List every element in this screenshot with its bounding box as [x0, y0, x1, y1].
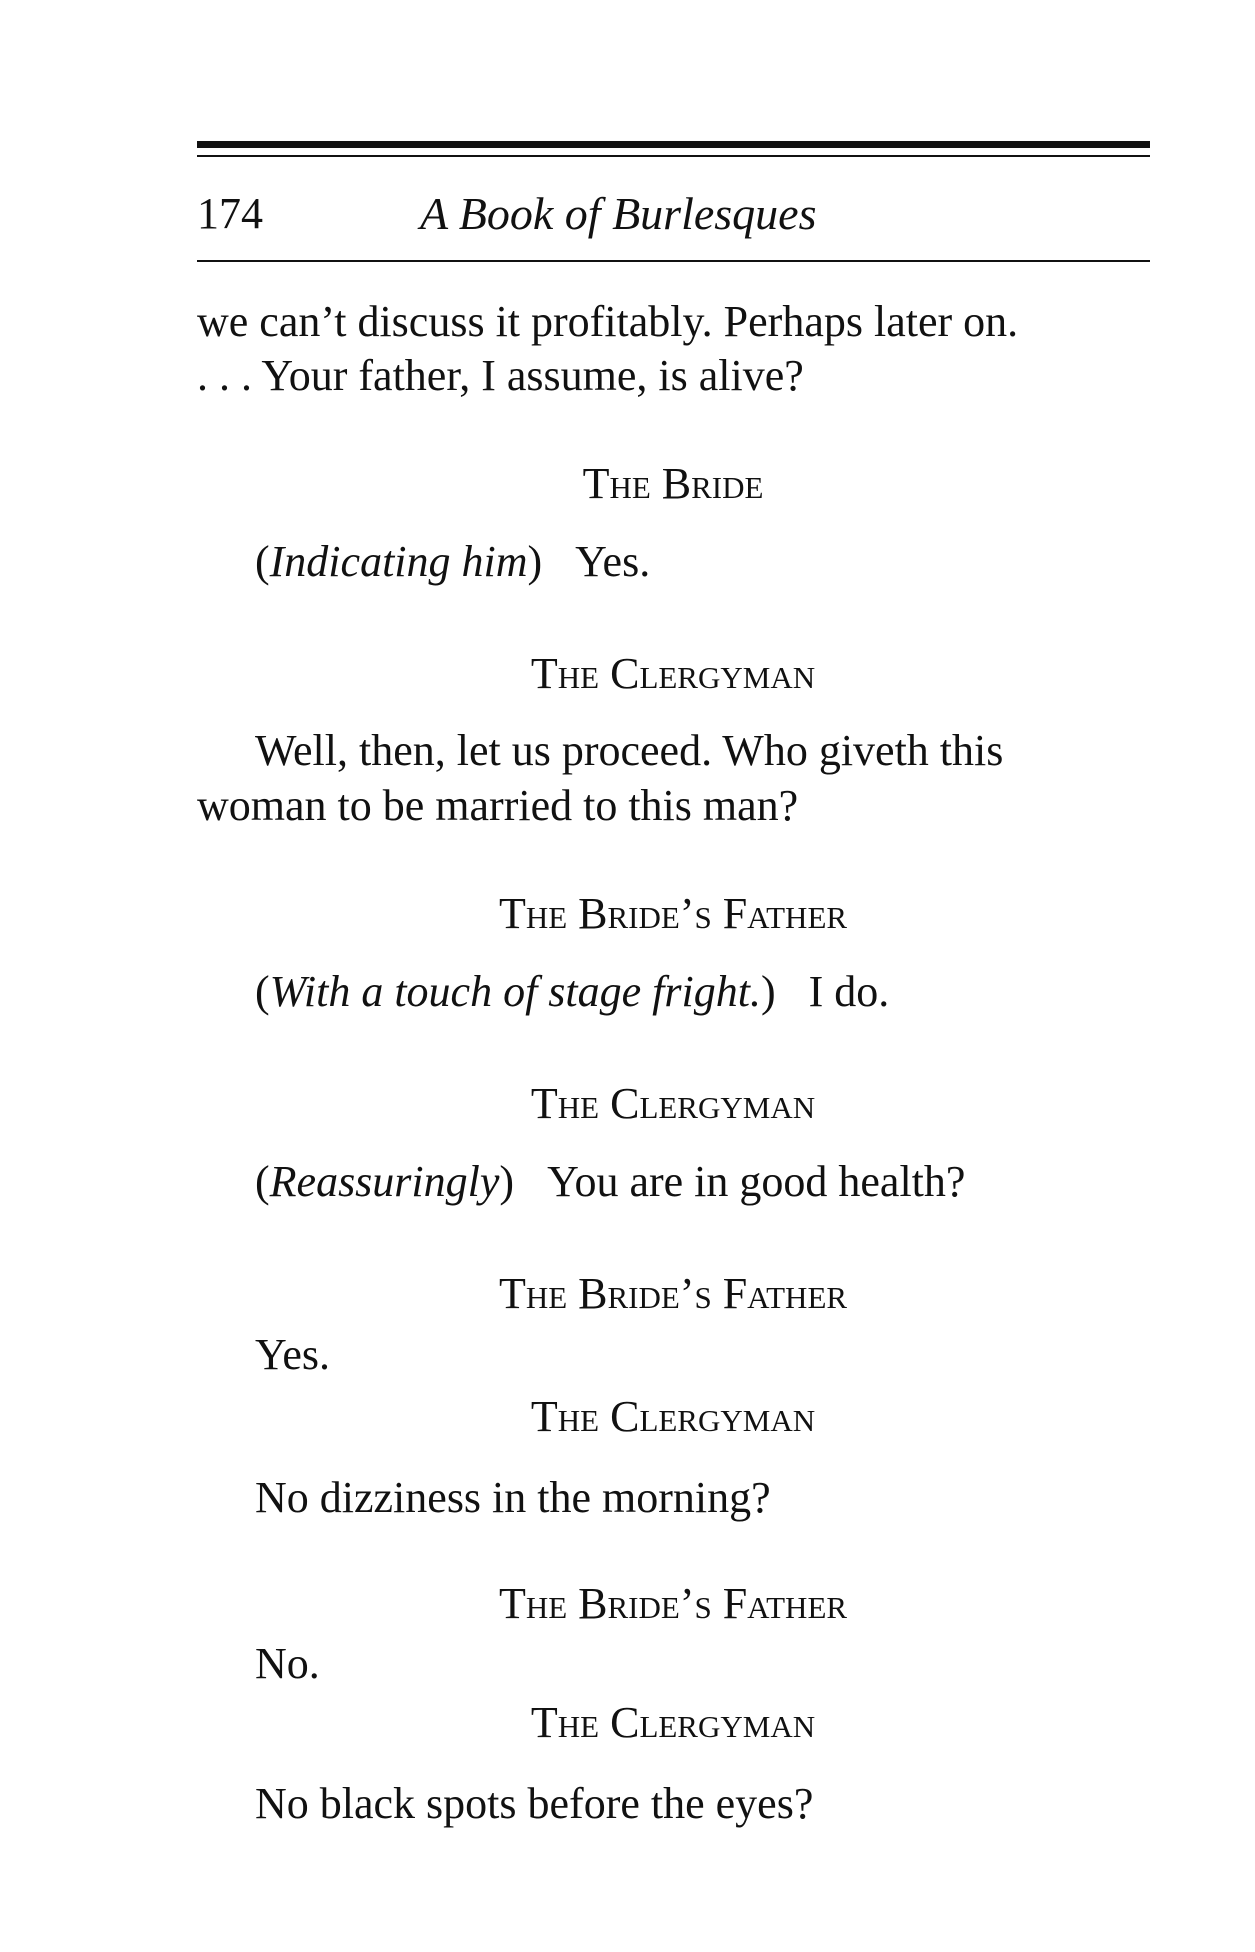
speaker-name: The Clergyman	[530, 1392, 816, 1441]
speech-line: No black spots before the eyes?	[255, 1779, 814, 1828]
speaker-name: The Clergyman	[530, 649, 816, 698]
speaker-name: The Bride’s Father	[498, 1579, 848, 1628]
header-rule-thin	[197, 155, 1150, 157]
running-title: A Book of Burlesques	[420, 188, 817, 239]
speech: You are in good health?	[547, 1157, 966, 1206]
text-line: . . . Your father, I assume, is alive?	[197, 351, 804, 400]
speech-line: No.	[255, 1639, 320, 1688]
stage-direction: With a touch of stage fright.	[269, 967, 761, 1016]
dialogue-line: (Indicating him) Yes.	[255, 537, 651, 586]
speech: Yes.	[575, 537, 651, 586]
dialogue-line: (With a touch of stage fright.) I do.	[255, 967, 890, 1016]
speaker-name: The Clergyman	[530, 1698, 816, 1747]
speech: I do.	[808, 967, 890, 1016]
speaker-name: The Bride’s Father	[498, 1269, 848, 1318]
dialogue-line: (Reassuringly) You are in good health?	[255, 1157, 966, 1206]
stage-direction: Reassuringly	[269, 1157, 500, 1206]
speech-line: woman to be married to this man?	[197, 781, 799, 830]
header-rule-thick	[197, 141, 1150, 148]
stage-direction: Indicating him	[269, 537, 528, 586]
speech-line: Well, then, let us proceed. Who giveth this	[255, 726, 1004, 775]
speech-line: Yes.	[255, 1330, 331, 1379]
speaker-name: The Bride	[582, 459, 764, 508]
speaker-name: The Clergyman	[530, 1079, 816, 1128]
header-rule-bottom	[197, 260, 1150, 262]
speaker-name: The Bride’s Father	[498, 889, 848, 938]
page-number: 174	[197, 189, 263, 238]
speech-line: No dizziness in the morning?	[255, 1473, 771, 1522]
text-line: we can’t discuss it profitably. Perhaps later on.	[197, 297, 1019, 346]
